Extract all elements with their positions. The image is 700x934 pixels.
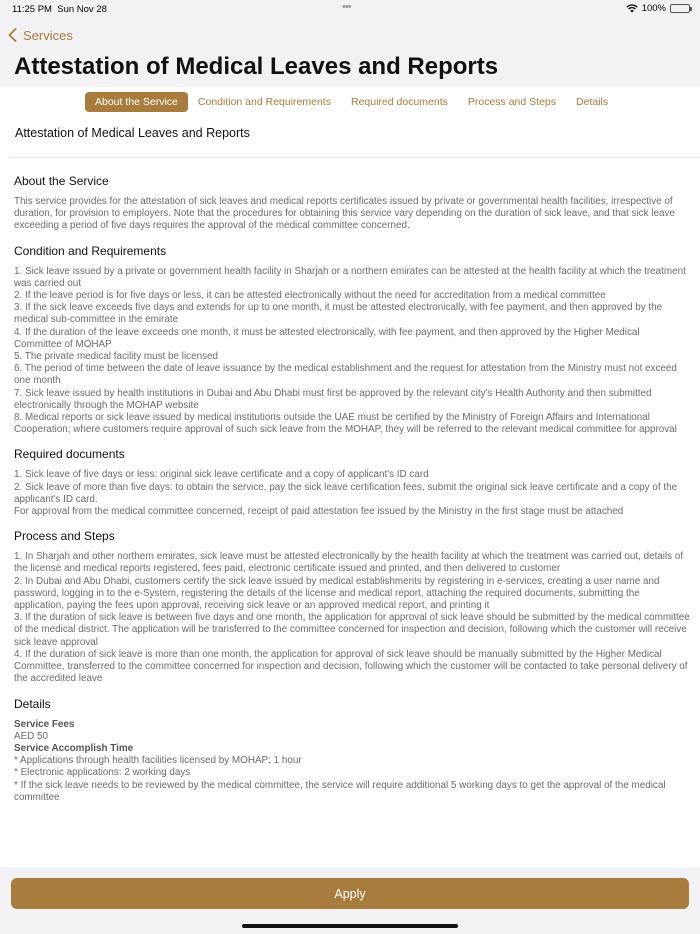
condition-item: 1. Sick leave issued by a private or government health facility in Sharjah or a northern emirates can be attested at the health facility at which the treatment was carried out	[14, 265, 686, 289]
process-step: 4. If the duration of sick leave is more than one month, the application for approval of sick leave should be manually submitted by the Higher Medical Committee, transferred to the committee concerned for inspection and decision, following which the customer will be contacted to take personal delivery of the accredited leave	[14, 648, 688, 685]
section-heading: About the Service	[14, 174, 109, 188]
tab-about-the-service[interactable]: About the Service	[85, 92, 188, 112]
condition-item: 3. If the sick leave exceeds five days and extends for up to one month, it must be attested electronically, with fee payment, and then approved by the medical sub-committee in the emirate	[14, 302, 663, 326]
document-item: For approval from the medical committee concerned, receipt of paid attestation fee issued by the Ministry in the first stage must be attached	[14, 506, 624, 518]
section-body	[14, 469, 690, 518]
section-heading: Required documents	[14, 447, 125, 462]
section-tabs	[85, 92, 618, 112]
apply-bar	[0, 867, 700, 920]
process-step: 3. If the duration of sick leave is between five days and one month, the application for approval of sick leave should be submitted by the medical committee of the medical district. The application will be transferred to the committee concerned for inspection and decision, following which the customer will receive sick leave approval	[14, 612, 690, 648]
status-clock: 11:25 PM	[12, 4, 52, 15]
fees-value: AED 50	[14, 730, 49, 742]
condition-item: 4. If the duration of the leave exceeds one month, it must be attested electronically, with fee payment, and then approved by the Higher Medical Committee of MOHAP	[14, 326, 640, 350]
tab-condition-and-requirements[interactable]: Condition and Requirements	[197, 96, 331, 108]
section-documents	[14, 447, 690, 518]
service-name: Attestation of Medical Leaves and Reports	[15, 126, 250, 140]
tab-details[interactable]: Details	[576, 96, 609, 108]
chevron-left-icon	[8, 28, 17, 42]
document-item: 1. Sick leave of five days or less: original sick leave certificate and a copy of applicant's ID card	[14, 469, 429, 481]
section-heading: Condition and Requirements	[14, 243, 167, 258]
status-time	[12, 4, 107, 15]
section-conditions	[14, 244, 690, 437]
battery-icon	[670, 4, 690, 13]
multitasking-dots-icon[interactable]: •••	[342, 1, 351, 13]
back-button[interactable]	[8, 26, 73, 44]
section-body	[14, 719, 690, 804]
section-process	[14, 529, 690, 685]
process-step: 2. In Dubai and Abu Dhabi, customers certify the sick leave issued by medical establishments by registering in e-services, creating a user name and password, logging in to the e-System, registering the details of the license and medical report, attaching the required documents, submitting the application, paying the fees upon approval, receiving sick leave or an approved medical report, and printing it	[14, 575, 660, 612]
section-body	[14, 196, 690, 233]
page-title: Attestation of Medical Leaves and Reports	[14, 53, 499, 80]
time-item: * Electronic applications: 2 working days	[14, 767, 191, 779]
divider	[10, 157, 700, 158]
time-item: * Applications through health facilities licensed by MOHAP: 1 hour	[14, 755, 302, 767]
wifi-icon	[626, 4, 638, 13]
tab-process-and-steps[interactable]: Process and Steps	[467, 96, 557, 108]
about-text: This service provides for the attestation of sick leaves and medical reports certificates issued by private or governmental health facilities, irrespective of duration, for provision to employers. Note that the procedures for obtaining this service vary depending on the duration of sick leave, and that sick leave exceeding a period of five days requires the approval of the medical committee concerned.	[14, 196, 675, 232]
condition-item: 6. The period of time between the date of leave issuance by the medical establishment and the request for attestation from the Ministry must not exceed one month	[14, 363, 677, 387]
section-body	[14, 551, 690, 685]
section-heading: Details	[14, 696, 51, 711]
section-details	[14, 697, 690, 804]
battery-percent: 100%	[641, 3, 666, 14]
condition-item: 2. If the leave period is for five days or less, it can be attested electronically without the need for accreditation from a medical committee	[14, 290, 606, 302]
status-date: Sun Nov 28	[57, 4, 107, 15]
section-heading: Process and Steps	[14, 529, 115, 544]
condition-item: 5. The private medical facility must be licensed	[14, 351, 218, 363]
condition-item: 8. Medical reports or sick leave issued by medical institutions outside the UAE must be certified by the Ministry of Foreign Affairs and International Cooperation; where customers require approval of such sick leave from the MOHAP, they will be referred to the relevant medical committee for approval	[14, 412, 677, 436]
section-about	[14, 174, 690, 233]
process-step: 1. In Sharjah and other northern emirates, sick leave must be attested electronically by the health facility at which the treatment was carried out, details of the license and medical reports registered, fees paid, electronic certificate issued and printed, and then delivered to customer	[14, 551, 684, 575]
status-bar	[0, 0, 700, 18]
apply-button[interactable]: Apply	[11, 878, 689, 909]
service-content[interactable]	[0, 87, 700, 867]
time-label: Service Accomplish Time	[14, 742, 134, 754]
document-item: 2. Sick leave of more than five days: to obtain the service, pay the sick leave certification fees, submit the original sick leave certificate and a copy of the applicant's ID card.	[14, 481, 678, 505]
back-label: Services	[23, 27, 73, 43]
section-body	[14, 266, 690, 437]
status-right	[626, 3, 690, 14]
tab-required-documents[interactable]: Required documents	[350, 96, 448, 108]
time-item: * If the sick leave needs to be reviewed by the medical committee, the service will require additional 5 working days to get the approval of the medical committee	[14, 779, 666, 803]
fees-label: Service Fees	[14, 718, 75, 730]
condition-item: 7. Sick leave issued by health institutions in Dubai and Abu Dhabi must first be approved by the relevant city's Health Authority and then submitted electronically through the MOHAP website	[14, 387, 652, 411]
home-indicator[interactable]	[242, 924, 458, 928]
sections	[14, 174, 690, 815]
